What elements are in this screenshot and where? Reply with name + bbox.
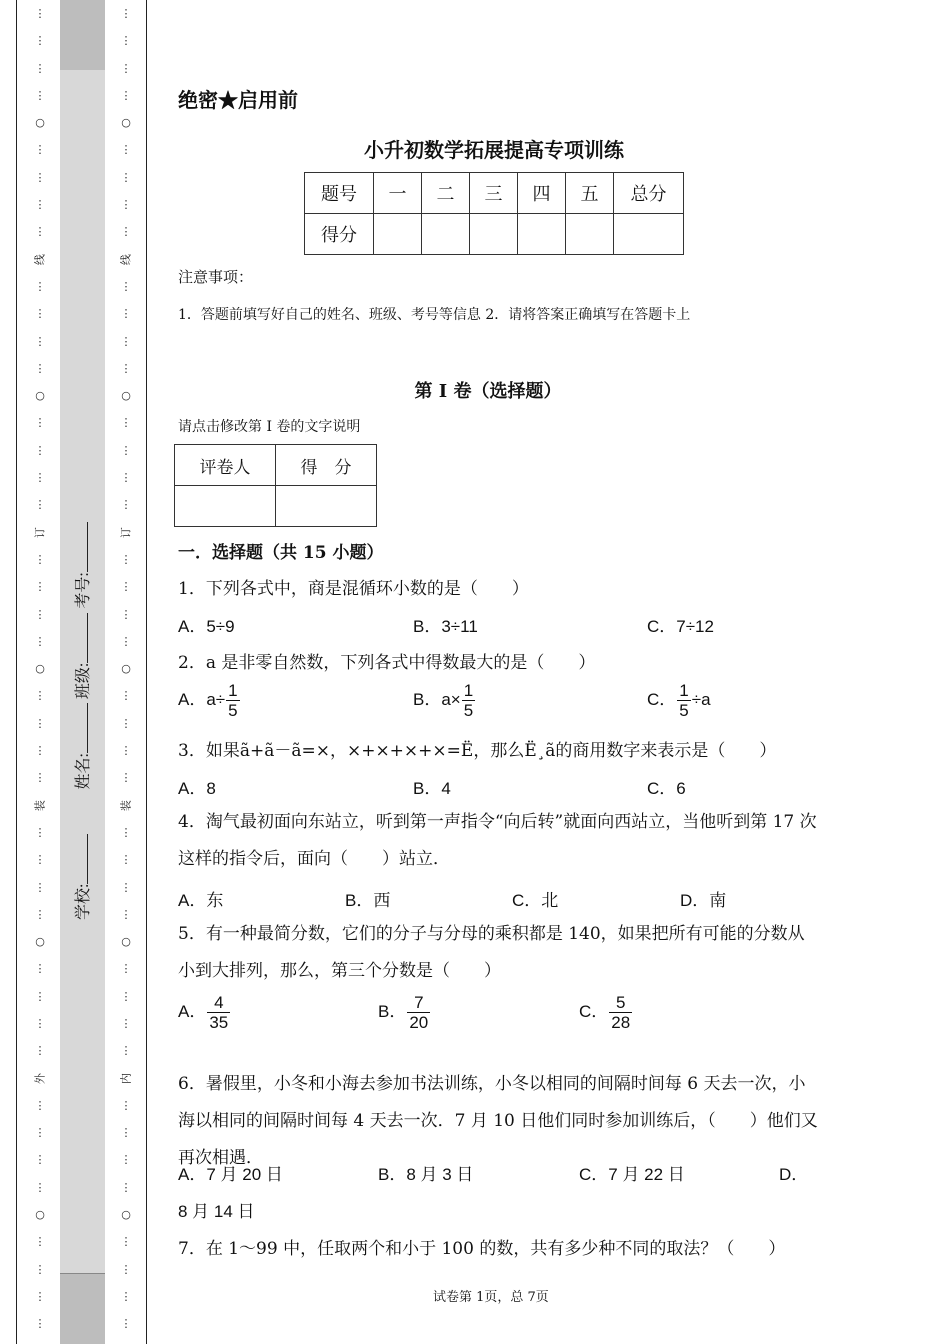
question-2: 2．a 是非零自然数，下列各式中得数最大的是（ ） xyxy=(178,653,596,673)
id-label: 考号: xyxy=(75,572,92,609)
q6-option-d[interactable]: D． xyxy=(779,1165,809,1184)
binding-dots: ⋮ xyxy=(120,416,132,430)
inner-border-line xyxy=(146,0,147,1344)
q2-c-suffix: ÷a xyxy=(691,689,711,709)
score-cell[interactable] xyxy=(566,214,614,255)
fraction xyxy=(677,682,690,719)
binding-dots: ⋮ xyxy=(34,825,46,839)
binding-dots: ⋮ xyxy=(34,1235,46,1249)
binding-dots: ⋮ xyxy=(120,1180,132,1194)
binding-dots: ⋮ xyxy=(120,716,132,730)
binding-dots: ⋮ xyxy=(120,744,132,758)
grader-header-cell: 评卷人 xyxy=(175,445,276,486)
binding-section-mark: 线 xyxy=(33,253,47,265)
q3-option-a[interactable]: A．8 xyxy=(178,779,216,798)
binding-circle-mark: ○ xyxy=(35,1208,45,1222)
binding-margin xyxy=(0,0,150,1344)
score-cell[interactable] xyxy=(614,214,684,255)
binding-dots: ⋮ xyxy=(120,1153,132,1167)
binding-circle-mark: ○ xyxy=(35,389,45,403)
binding-dots: ⋮ xyxy=(120,143,132,157)
denominator: 20 xyxy=(409,1013,429,1032)
q1-option-c[interactable]: C．7÷12 xyxy=(647,617,714,636)
score-header-cell: 二 xyxy=(422,173,470,214)
binding-dots: ⋮ xyxy=(34,170,46,184)
binding-dots: ⋮ xyxy=(34,1098,46,1112)
q6-option-b[interactable]: B．8 月 3 日 xyxy=(378,1165,474,1184)
score-cell[interactable] xyxy=(422,214,470,255)
q1-option-a[interactable]: A．5÷9 xyxy=(178,617,235,636)
binding-dots: ⋮ xyxy=(34,907,46,921)
binding-dots: ⋮ xyxy=(34,962,46,976)
q2-option-b[interactable] xyxy=(413,682,476,719)
grader-table xyxy=(174,444,377,527)
binding-circle-mark: ○ xyxy=(121,116,131,130)
numerator: 1 xyxy=(679,681,689,700)
binding-dots: ⋮ xyxy=(120,7,132,20)
binding-dots: ⋮ xyxy=(34,989,46,1003)
binding-circle-mark: ○ xyxy=(35,116,45,130)
question-6: 6．暑假里，小冬和小海去参加书法训练，小冬以相同的间隔时间每 6 天去一次，小海以相同的间隔时间每 4 天去一次．7 月 10 日他们同时参加训练后，（ ）他们又再次相遇． xyxy=(178,1074,818,1168)
binding-circle-mark: ○ xyxy=(35,935,45,949)
binding-dots: ⋮ xyxy=(120,689,132,703)
binding-dots: ⋮ xyxy=(120,853,132,867)
score-header-cell: 三 xyxy=(470,173,518,214)
binding-dots: ⋮ xyxy=(120,198,132,212)
binding-dots: ⋮ xyxy=(120,334,132,348)
binding-dots: ⋮ xyxy=(120,1235,132,1249)
section-title: 一．选择题（共 15 小题） xyxy=(178,543,384,563)
binding-section-mark: 外 xyxy=(33,1072,47,1084)
binding-dots: ⋮ xyxy=(120,580,132,594)
school-label: 学校: xyxy=(75,883,92,920)
binding-dots: ⋮ xyxy=(34,880,46,894)
question-7: 7．在 1～99 中，任取两个和小于 100 的数，共有多少种不同的取法？（ ） xyxy=(178,1239,786,1259)
binding-dots: ⋮ xyxy=(34,88,46,102)
binding-bottom-band xyxy=(60,1273,105,1344)
binding-dots: ⋮ xyxy=(34,634,46,648)
question-3: 3．如果ã+ã－ã=×，×+×+×+×=Ë，那么Ë¸ã的商用数字来表示是（ ） xyxy=(178,741,777,761)
score-row-label: 得分 xyxy=(305,214,374,255)
binding-dots: ⋮ xyxy=(120,88,132,102)
binding-dots: ⋮ xyxy=(120,443,132,457)
binding-dots: ⋮ xyxy=(120,989,132,1003)
binding-dots: ⋮ xyxy=(120,907,132,921)
q4-option-c[interactable]: C．北 xyxy=(512,891,559,910)
binding-section-mark: 订 xyxy=(119,526,133,538)
name-label: 姓名: xyxy=(75,753,92,790)
part-one-description: 请点击修改第 I 卷的文字说明 xyxy=(178,419,361,435)
binding-dots: ⋮ xyxy=(34,198,46,212)
score-cell[interactable] xyxy=(518,214,566,255)
notice-items: 1．答题前填写好自己的姓名、班级、考号等信息 2．请将答案正确填写在答题卡上 xyxy=(178,307,691,323)
secret-label: 绝密★启用前 xyxy=(178,88,298,112)
binding-dots: ⋮ xyxy=(120,361,132,375)
binding-dots: ⋮ xyxy=(120,1098,132,1112)
binding-section-mark: 内 xyxy=(119,1072,133,1084)
score-table-score-row xyxy=(305,214,684,255)
question-5: 5．有一种最简分数，它们的分子与分母的乘积都是 140，如果把所有可能的分数从小到大排列，那么，第三个分数是（ ） xyxy=(178,924,805,981)
binding-dots: ⋮ xyxy=(120,170,132,184)
q5-b-prefix: B． xyxy=(378,1001,407,1021)
score-cell[interactable] xyxy=(374,214,422,255)
binding-section-mark: 线 xyxy=(119,253,133,265)
binding-dots: ⋮ xyxy=(120,498,132,512)
denominator: 5 xyxy=(679,701,689,720)
binding-dots: ⋮ xyxy=(34,1317,46,1331)
q4-option-b[interactable]: B．西 xyxy=(345,891,391,910)
class-blank[interactable] xyxy=(75,613,88,663)
binding-dots: ⋮ xyxy=(34,498,46,512)
notice-title: 注意事项： xyxy=(178,268,254,286)
part-one-title: 第 I 卷（选择题） xyxy=(414,381,562,402)
exam-page xyxy=(178,0,828,1344)
binding-dots: ⋮ xyxy=(120,61,132,75)
binding-dots: ⋮ xyxy=(34,580,46,594)
binding-circle-mark: ○ xyxy=(35,662,45,676)
denominator: 35 xyxy=(209,1013,229,1032)
score-header-cell: 题号 xyxy=(305,173,374,214)
binding-dots: ⋮ xyxy=(120,34,132,48)
id-blank[interactable] xyxy=(75,522,88,572)
page-footer: 试卷第 1页，总 7页 xyxy=(433,1290,549,1305)
binding-dots: ⋮ xyxy=(34,853,46,867)
binding-section-mark: 装 xyxy=(33,799,47,811)
denominator: 5 xyxy=(228,701,238,720)
binding-dots: ⋮ xyxy=(120,962,132,976)
binding-dots: ⋮ xyxy=(120,471,132,485)
binding-dots: ⋮ xyxy=(34,307,46,321)
q2-option-a[interactable] xyxy=(178,682,241,719)
denominator: 28 xyxy=(611,1013,631,1032)
binding-dots: ⋮ xyxy=(120,552,132,566)
binding-dots: ⋮ xyxy=(120,771,132,785)
numerator: 7 xyxy=(407,994,430,1013)
fraction xyxy=(609,994,632,1031)
binding-circle-mark: ○ xyxy=(121,935,131,949)
exam-title: 小升初数学拓展提高专项训练 xyxy=(364,138,624,162)
binding-dots: ⋮ xyxy=(34,607,46,621)
binding-dots: ⋮ xyxy=(34,1044,46,1058)
binding-dots: ⋮ xyxy=(120,1126,132,1140)
q3-option-c[interactable]: C．6 xyxy=(647,779,686,798)
fraction xyxy=(407,994,430,1031)
binding-dots: ⋮ xyxy=(120,279,132,293)
numerator: 1 xyxy=(463,681,474,700)
binding-dots: ⋮ xyxy=(34,279,46,293)
binding-dots: ⋮ xyxy=(34,416,46,430)
q2-b-prefix: B．a× xyxy=(413,689,461,709)
school-blank[interactable] xyxy=(75,834,88,884)
binding-section-mark: 订 xyxy=(33,526,47,538)
q3-option-b[interactable]: B．4 xyxy=(413,779,451,798)
q5-option-a[interactable] xyxy=(178,994,231,1031)
binding-dots: ⋮ xyxy=(34,143,46,157)
binding-dots: ⋮ xyxy=(120,1044,132,1058)
student-info-fields xyxy=(70,522,93,920)
q5-a-prefix: A． xyxy=(178,1001,207,1021)
binding-dots: ⋮ xyxy=(34,552,46,566)
binding-dots: ⋮ xyxy=(34,471,46,485)
fraction xyxy=(226,682,239,719)
binding-dots: ⋮ xyxy=(34,61,46,75)
score-table xyxy=(304,172,684,255)
question-1: 1．下列各式中，商是混循环小数的是（ ） xyxy=(178,579,529,599)
q5-c-prefix: C． xyxy=(579,1001,609,1021)
name-blank[interactable] xyxy=(75,703,88,753)
inner-dotted-column xyxy=(116,0,136,1344)
q4-option-a[interactable]: A．东 xyxy=(178,891,224,910)
binding-top-band xyxy=(60,0,105,71)
grader-cell[interactable] xyxy=(276,486,377,527)
binding-dots: ⋮ xyxy=(34,334,46,348)
outer-border-line xyxy=(16,0,17,1344)
binding-circle-mark: ○ xyxy=(121,1208,131,1222)
binding-dots: ⋮ xyxy=(34,1153,46,1167)
binding-dots: ⋮ xyxy=(120,307,132,321)
binding-dots: ⋮ xyxy=(34,744,46,758)
q6-option-a[interactable]: A．7 月 20 日 xyxy=(178,1165,283,1184)
score-header-cell: 一 xyxy=(374,173,422,214)
score-header-cell: 总分 xyxy=(614,173,684,214)
score-header-cell: 四 xyxy=(518,173,566,214)
binding-dots: ⋮ xyxy=(34,1126,46,1140)
numerator: 5 xyxy=(609,994,632,1013)
q4-option-d[interactable]: D．南 xyxy=(680,891,727,910)
binding-dots: ⋮ xyxy=(120,607,132,621)
q2-a-prefix: A．a÷ xyxy=(178,689,226,709)
numerator: 4 xyxy=(207,994,230,1013)
binding-dots: ⋮ xyxy=(120,880,132,894)
grader-cell[interactable] xyxy=(175,486,276,527)
q2-c-prefix: C． xyxy=(647,689,677,709)
binding-dots: ⋮ xyxy=(120,1317,132,1331)
binding-dots: ⋮ xyxy=(34,7,46,20)
binding-dots: ⋮ xyxy=(34,1016,46,1030)
binding-dots: ⋮ xyxy=(34,1262,46,1276)
q5-option-c[interactable] xyxy=(579,994,633,1031)
denominator: 5 xyxy=(463,701,474,720)
numerator: 1 xyxy=(228,681,238,700)
binding-circle-mark: ○ xyxy=(121,389,131,403)
binding-dots: ⋮ xyxy=(34,361,46,375)
binding-dots: ⋮ xyxy=(120,1289,132,1303)
binding-dots: ⋮ xyxy=(120,634,132,648)
score-table-header-row xyxy=(305,173,684,214)
binding-circle-mark: ○ xyxy=(121,662,131,676)
binding-dots: ⋮ xyxy=(34,689,46,703)
binding-dots: ⋮ xyxy=(34,716,46,730)
score-header-cell: 五 xyxy=(566,173,614,214)
class-label: 班级: xyxy=(75,662,92,700)
binding-dots: ⋮ xyxy=(34,443,46,457)
q2-option-c[interactable] xyxy=(647,682,711,719)
question-4: 4．淘气最初面向东站立，听到第一声指令“向后转”就面向西站立，当他听到第 17 次这样的指令后，面向（ ）站立． xyxy=(178,812,817,869)
binding-dots: ⋮ xyxy=(34,34,46,48)
q6-option-d-value[interactable]: 8 月 14 日 xyxy=(178,1202,255,1221)
fraction xyxy=(207,994,230,1031)
q6-option-c[interactable]: C．7 月 22 日 xyxy=(579,1165,685,1184)
q1-option-b[interactable]: B．3÷11 xyxy=(413,617,478,636)
binding-dots: ⋮ xyxy=(120,225,132,239)
score-cell[interactable] xyxy=(470,214,518,255)
binding-dots: ⋮ xyxy=(120,825,132,839)
binding-dots: ⋮ xyxy=(34,771,46,785)
binding-dots: ⋮ xyxy=(34,225,46,239)
grader-header-cell: 得 分 xyxy=(276,445,377,486)
outer-dotted-column xyxy=(30,0,50,1344)
binding-dots: ⋮ xyxy=(34,1180,46,1194)
fraction xyxy=(462,682,475,719)
binding-dots: ⋮ xyxy=(120,1016,132,1030)
binding-dots: ⋮ xyxy=(120,1262,132,1276)
binding-dots: ⋮ xyxy=(34,1289,46,1303)
binding-section-mark: 装 xyxy=(119,799,133,811)
q5-option-b[interactable] xyxy=(378,994,431,1031)
